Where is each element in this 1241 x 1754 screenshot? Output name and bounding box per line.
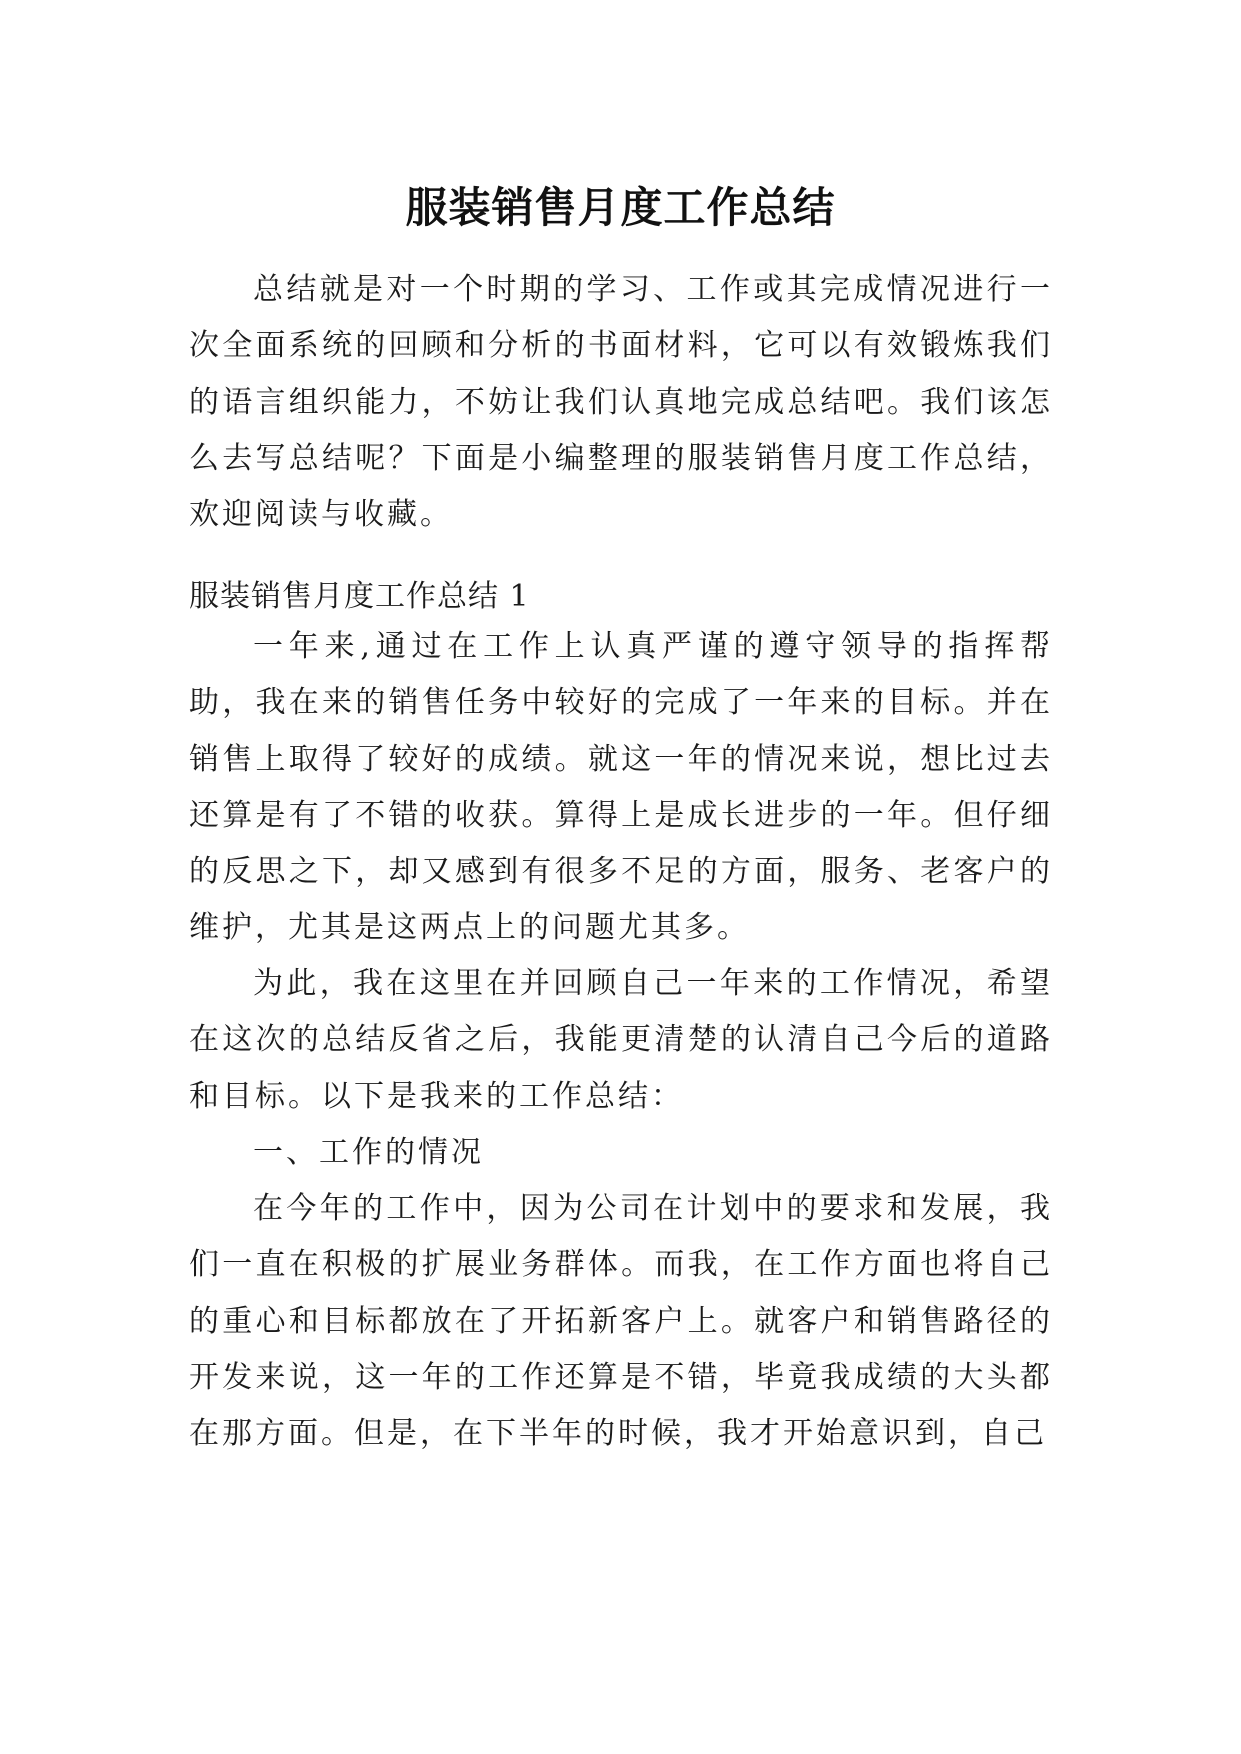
subheading-paragraph: 一、工作的情况 <box>253 1135 484 1170</box>
body-paragraph: 在今年的工作中，因为公司在计划中的要求和发展，我们一直在积极的扩展业务群体。而我，在工作方面也将自己的重心和目标都放在了开拓新客户上。就客户和销售路径的开发来说，这一年的工作还算是不错，毕竟我成绩的大头都在那方面。但是，在下半年的时候，我才开始意识到，自己 <box>189 1191 1053 1452</box>
body-paragraph: 为此，我在这里在并回顾自己一年来的工作情况，希望在这次的总结反省之后，我能更清楚的认清自己今后的道路和目标。以下是我来的工作总结： <box>189 966 1053 1114</box>
body-paragraph: 一年来,通过在工作上认真严谨的遵守领导的指挥帮助，我在来的销售任务中较好的完成了一年来的目标。并在销售上取得了较好的成绩。就这一年的情况来说，想比过去还算是有了不错的收获。算得上是成长进步的一年。但仔细的反思之下，却又感到有很多不足的方面，服务、老客户的维护，尤其是这两点上的问题尤其多。 <box>189 629 1053 946</box>
document-title: 服装销售月度工作总结 <box>405 183 836 233</box>
intro-paragraph: 总结就是对一个时期的学习、工作或其完成情况进行一次全面系统的回顾和分析的书面材料，它可以有效锻炼我们的语言组织能力，不妨让我们认真地完成总结吧。我们该怎么去写总结呢？下面是小编整理的服装销售月度工作总结，欢迎阅读与收藏。 <box>189 272 1053 533</box>
section-heading: 服装销售月度工作总结 1 <box>189 579 530 614</box>
